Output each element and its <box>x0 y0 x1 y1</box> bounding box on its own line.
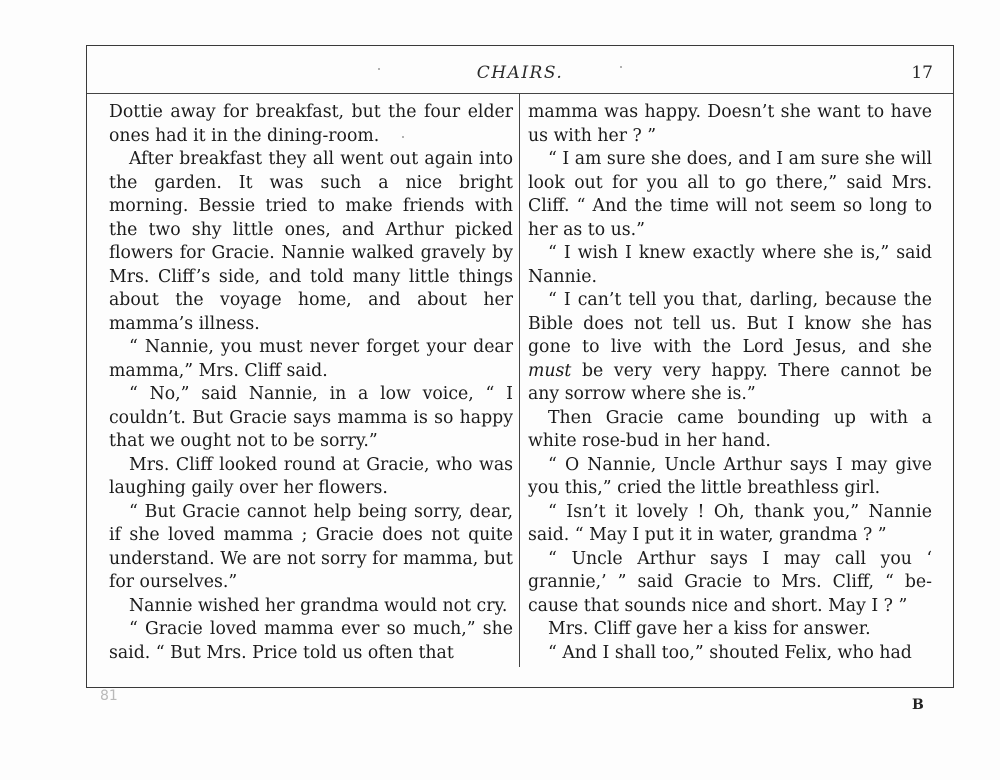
paragraph-text: Then Gracie came bounding up with a white rose-bud in her hand. <box>528 407 932 451</box>
paragraph-text: “ Gracie loved mamma ever so much,” she said. “ But Mrs. Price told us often that <box>109 619 513 663</box>
print-speck <box>402 136 404 138</box>
paragraph <box>109 336 513 383</box>
paragraph <box>109 618 513 665</box>
paragraph <box>528 101 932 148</box>
column-divider <box>519 94 520 667</box>
paragraph <box>528 289 932 407</box>
paragraph-text: Dottie away for breakfast, but the four elder ones had it in the dining-room. <box>109 102 513 146</box>
paragraph <box>109 595 513 619</box>
emphasis-text: must <box>528 360 572 381</box>
paragraph <box>109 101 513 148</box>
paragraph-text: “ Uncle Arthur says I may call you ‘ grannie,’ ” said Gracie to Mrs. Cliff, “ be-cause that sounds nice and short. May I ? ” <box>528 548 932 616</box>
text-frame <box>86 45 954 688</box>
paragraph <box>528 242 932 289</box>
paragraph <box>528 548 932 619</box>
paragraph-text: “ Isn’t it lovely ! Oh, thank you,” Nannie said. “ May I put it in water, grandma ? ” <box>528 501 932 545</box>
paragraph-text: “ I am sure she does, and I am sure she will look out for you all to go there,” said Mrs. Cliff. “ And the time will not seem so long to her as to us.” <box>528 149 932 240</box>
paragraph <box>528 407 932 454</box>
paragraph <box>109 383 513 454</box>
paragraph <box>528 501 932 548</box>
paragraph <box>109 454 513 501</box>
pencil-note: 81 <box>100 688 118 704</box>
paragraph-text: mamma was happy. Doesn’t she want to have us with her ? ” <box>528 102 932 146</box>
paragraph <box>528 618 932 642</box>
running-head-title: CHAIRS. <box>476 63 564 83</box>
header-rule <box>87 93 953 94</box>
paragraph <box>528 148 932 242</box>
paragraph-text: “ But Gracie cannot help being sorry, dear, if she loved mamma ; Gracie does not quite understand. We are not sorry for mamma, but for ourselves.” <box>109 501 513 592</box>
signature-mark: B <box>912 697 924 713</box>
paragraph-text: “ No,” said Nannie, in a low voice, “ I couldn’t. But Gracie says mamma is so happy that we ought not to be sorry.” <box>109 384 513 451</box>
page-number: 17 <box>911 63 933 83</box>
right-column <box>528 101 932 665</box>
paragraph-text: Mrs. Cliff looked round at Gracie, who was laughing gaily over her flowers. <box>109 454 513 498</box>
paragraph-text: After breakfast they all went out again into the garden. It was such a nice bright morning. Bessie tried to make friends with the two shy little ones, and Arthur picked flowers for Gracie. Nannie walked gravely by Mrs. Cliff’s side, and told many little things about the voyage home, and about her mamma’s illness. <box>109 149 513 334</box>
paragraph-text: “ O Nannie, Uncle Arthur says I may give you this,” cried the little breathless girl. <box>528 454 932 498</box>
paragraph-text: “ And I shall too,” shouted Felix, who had <box>548 642 912 663</box>
paragraph <box>528 642 932 666</box>
paragraph-text: “ Nannie, you must never forget your dear mamma,” Mrs. Cliff said. <box>109 337 513 381</box>
paragraph <box>109 148 513 336</box>
paragraph <box>109 501 513 595</box>
left-column <box>109 101 513 665</box>
paragraph-text: be very very happy. There cannot be any sorrow where she is.” <box>528 360 932 404</box>
print-speck <box>620 66 622 68</box>
print-speck <box>378 68 380 70</box>
paragraph-text: Mrs. Cliff gave her a kiss for answer. <box>548 619 871 639</box>
paragraph <box>528 454 932 501</box>
paragraph-text: Nannie wished her grandma would not cry. <box>129 595 508 616</box>
paragraph-text: “ I can’t tell you that, darling, because the Bible does not tell us. But I know she has gone to live with the Lord Jesus, and she <box>528 290 932 357</box>
paragraph-text: “ I wish I knew exactly where she is,” said Nannie. <box>528 243 932 287</box>
